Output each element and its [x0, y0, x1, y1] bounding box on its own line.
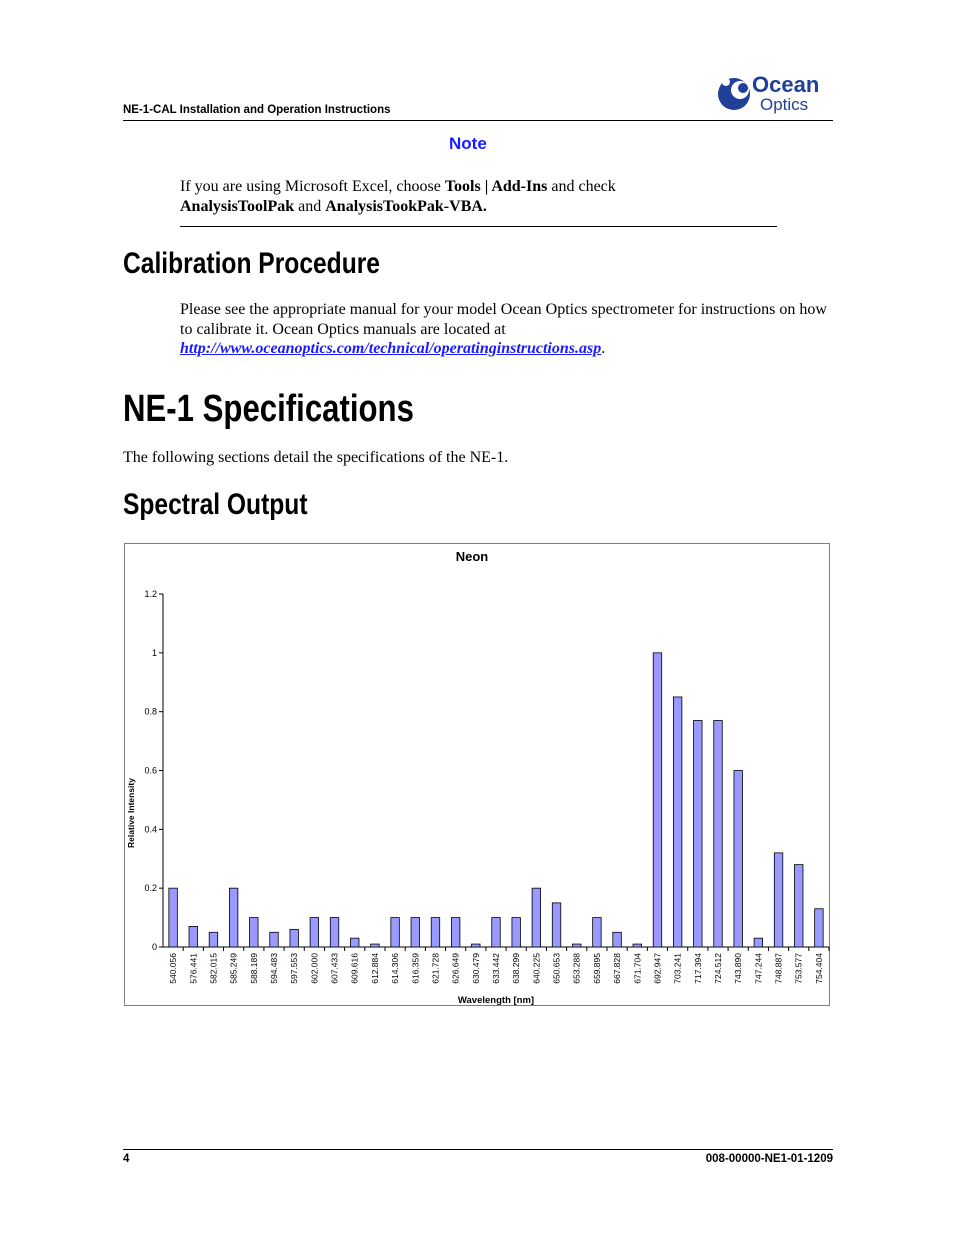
chart-x-tick-label: 717.394 — [692, 953, 703, 984]
chart-title: Neon — [455, 549, 489, 564]
chart-x-tick-label: 748.887 — [773, 953, 784, 984]
chart-bar — [613, 932, 622, 947]
chart-bar — [815, 909, 824, 947]
chart-bar — [673, 697, 682, 947]
footer-rule — [123, 1149, 833, 1150]
chart-bar — [350, 938, 359, 947]
chart-bar — [734, 771, 743, 948]
chart-x-tick-label: 638.299 — [511, 953, 522, 984]
note-text: If you are using Microsoft Excel, choose Tools | Add-Ins and check AnalysisToolPak and AnalysisTookPak-VBA. — [180, 178, 616, 215]
chart-bar — [633, 944, 642, 947]
chart-bar — [250, 918, 259, 947]
chart-bar — [310, 918, 319, 947]
chart-bar — [794, 865, 803, 947]
chart-bar — [572, 944, 581, 947]
neon-spectrum-chart — [124, 543, 830, 1006]
chart-x-tick-label: 607.433 — [329, 953, 340, 984]
chart-x-tick-label: 754.404 — [813, 953, 824, 984]
chart-bar — [512, 918, 521, 947]
chart-y-tick-label: 1.2 — [144, 589, 157, 599]
logo-text-optics: Optics — [760, 95, 809, 114]
chart-bar — [714, 720, 723, 947]
chart-bar — [653, 653, 662, 947]
chart-x-tick-label: 667.828 — [612, 953, 623, 984]
note-rule — [180, 226, 777, 227]
chart-x-tick-label: 576.441 — [188, 953, 199, 984]
chart-y-tick-label: 0.4 — [144, 824, 157, 835]
specifications-text: The following sections detail the specifications of the NE-1. — [123, 449, 509, 466]
chart-y-tick-label: 1 — [151, 647, 157, 658]
chart-x-tick-label: 609.616 — [349, 953, 360, 984]
chart-x-tick-label: 653.288 — [571, 953, 582, 984]
chart-y-tick-label: 0 — [151, 942, 157, 952]
chart-bar — [552, 903, 561, 947]
chart-bar — [774, 853, 783, 947]
ocean-optics-logo — [716, 70, 836, 118]
header-title: NE-1-CAL Installation and Operation Instructions — [123, 104, 391, 116]
chart-bar — [472, 944, 481, 947]
chart-x-tick-label: 626.649 — [450, 953, 461, 984]
chart-x-tick-label: 616.359 — [410, 953, 421, 984]
chart-x-tick-label: 597.553 — [289, 953, 300, 984]
chart-bar — [411, 918, 420, 947]
document-number: 008-00000-NE1-01-1209 — [705, 1153, 833, 1165]
chart-bar — [371, 944, 380, 947]
chart-y-tick-label: 0.6 — [144, 765, 157, 776]
chart-x-tick-label: 630.479 — [470, 953, 481, 984]
chart-x-tick-label: 582.015 — [208, 953, 219, 984]
chart-x-tick-label: 588.189 — [248, 953, 259, 984]
chart-bar — [229, 888, 238, 947]
header-rule — [123, 120, 833, 121]
chart-bar — [451, 918, 460, 947]
chart-x-tick-label: 612.884 — [369, 953, 380, 984]
chart-x-tick-label: 585.249 — [228, 953, 239, 984]
chart-bar — [189, 926, 198, 947]
calibration-text: Please see the appropriate manual for your model Ocean Optics spectrometer for instructions on how to calibrate it. Ocean Optics manuals are located at http://www.oceanoptics.com/technical/operatinginstructions.asp. — [180, 301, 827, 357]
chart-x-tick-label: 659.895 — [591, 953, 602, 984]
chart-y-axis-label: Relative Intensity — [126, 778, 136, 848]
note-label: Note — [449, 134, 487, 153]
chart-bar — [532, 888, 541, 947]
chart-y-tick-label: 0.2 — [144, 883, 157, 894]
chart-x-tick-label: 633.442 — [491, 953, 501, 984]
chart-x-axis-label: Wavelength [nm] — [457, 995, 535, 1006]
chart-bar — [593, 918, 602, 947]
chart-x-tick-label: 703.241 — [672, 953, 683, 984]
chart-y-tick-label: 0.8 — [144, 706, 157, 717]
chart-x-tick-label: 753.577 — [793, 953, 804, 984]
chart-x-tick-label: 650.653 — [551, 953, 562, 984]
chart-bar — [290, 929, 299, 947]
chart-x-tick-label: 743.890 — [733, 953, 744, 984]
logo-text-ocean: Ocean — [752, 72, 820, 97]
chart-x-tick-label: 692.947 — [652, 953, 663, 984]
chart-x-tick-label: 602.000 — [309, 953, 320, 984]
chart-bar — [270, 932, 279, 947]
chart-bar — [391, 918, 400, 947]
spectral-output-heading: Spectral Output — [123, 488, 308, 521]
chart-x-tick-label: 621.728 — [430, 953, 441, 984]
chart-x-tick-label: 724.512 — [713, 953, 723, 984]
manuals-link[interactable]: http://www.oceanoptics.com/technical/operatinginstructions.asp — [180, 340, 602, 357]
chart-bar — [169, 888, 178, 947]
chart-bar — [754, 938, 763, 947]
chart-x-tick-label: 671.704 — [632, 953, 643, 984]
chart-x-tick-label: 614.306 — [390, 953, 401, 984]
chart-bar — [694, 720, 703, 947]
chart-bar — [330, 918, 339, 947]
specifications-heading: NE-1 Specifications — [123, 388, 414, 430]
chart-bar — [209, 932, 218, 947]
calibration-heading: Calibration Procedure — [123, 247, 380, 280]
chart-x-tick-label: 540.056 — [168, 953, 179, 984]
chart-bar — [492, 918, 501, 947]
chart-bar — [431, 918, 440, 947]
page-number: 4 — [123, 1153, 130, 1165]
chart-x-tick-label: 640.225 — [531, 953, 542, 984]
chart-x-tick-label: 747.244 — [753, 953, 764, 984]
chart-x-tick-label: 594.483 — [269, 953, 279, 984]
